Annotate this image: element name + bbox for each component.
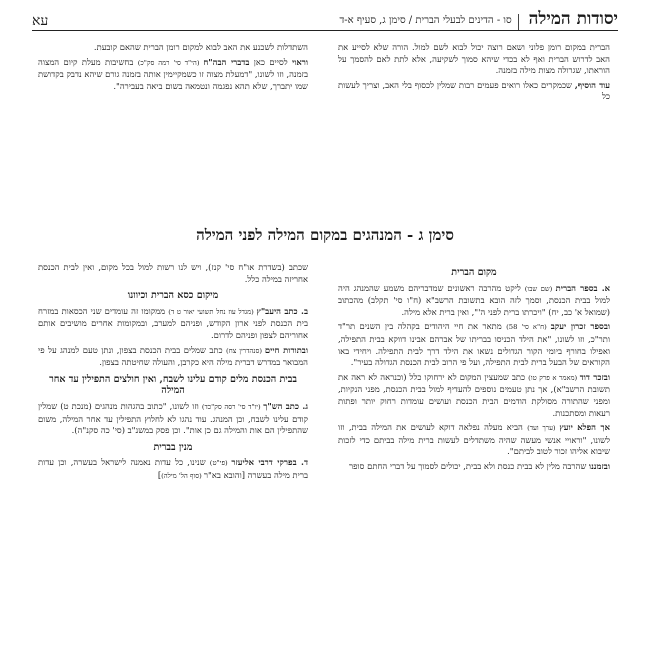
paragraph: ב. כתב היעב"ץ (מגדל עוז נחל תשועי יאור ט ד) ממקומו זה עומדים שני הכסאות במזרח בית הכנסת לפני ארון הקודש, ופניהם למערב, ובמקומות אחרים מושיבים אותם אחוריהם לצפון ופניהם לדרום.: [38, 305, 308, 340]
top-left-column: [38, 42, 308, 95]
chapter-title: סימן ג - המנהגים במקום המילה לפני המילה: [196, 226, 454, 244]
section-heading: מנין בברית: [153, 441, 193, 453]
section-subtitle: סו - הדינים לבעלי הברית / סימן ג, סעיף א-ד: [48, 14, 518, 30]
paragraph: ובזכר דוד (מאמר א פרק טו) כתב שמעצין המקום לא ירחוקו כלל (וכנראה לא ראה את תשובת הרשב"א), אך נתן טעמים נוספים להעדיף למול בבית הכנסת, מפני הנקיות, ומפני שהתורה מסולקת הודמים הבית הכנסת ועושים עומדות רחוק יותר ופתות רעאות ומסתכנות.: [338, 371, 610, 418]
paragraph: ובספר זכרון יעקב (ח"א סי' 58) מתאר את חיי היהודים בקהלה בין השנים תר"ד ותר"כ, וזו לשונו, "את הילד הכניסו בבריתו של אברהם אבינו דווקא בבית התפילה, ואפילו בחורף ביומי הקור הגדולים נשאו את הילד דרך לבית התפילה. ויחידי באו הקוראים של הבעל ברית לבית התפילה, ועל פי הרוב לבית הכנסת הגדולה בעיר".: [338, 321, 610, 368]
paragraph: ובתורות חיים (סנהדרין צח) כתב שמלים בבית הכנסת בצפון, ונתן טעם למנהג על פי המבואר במדרש דברית מילה היא כקרבן, והעולה שחיטתה בצפון.: [38, 344, 308, 368]
paragraph: ג. כתב הש"ך (יו"ד סי' רסה סק"כד) וזו לשונו, "כתוב בהגהות מנהגים (מנכת ט) שמלין קודם עלינו לשבח, וכן המנהג. עוד נהגו לא לחלוץ התפילין עד אחר המילה, משום שהתפילין הם אות והמילה גם כן אות". וכן פסק במשנ"ב (סי' כה סקנ"ה).: [38, 400, 308, 436]
page-number: עא: [32, 13, 49, 29]
book-title: יסודות המילה: [528, 9, 618, 29]
paragraph: וראוי לסיים כאן בדברי הבה"ח (הי"ד סי' רמה סק"כ) בחשיבות מעלת קיום המצוה בזמנה, וזו לשונו, "דמעלת מצוה זו כשמקיימין אותה בזמנה גורם שיהא נדבק בקדושת שמו יתברך, שלא תהא נפגמה ונטמאה בשום ביאה בעבירה".: [38, 56, 308, 91]
section-heading: בבית הכנסת מלים קודם עלינו לשבח, ואין חולצים התפילין עד אחר המילה: [49, 373, 297, 397]
paragraph: עוד הוסיף, שכמקרים כאלו רואים פעמים רבות שמלין לכסוף בלי האב, וצריך לעשות כל: [338, 79, 610, 102]
paragraph: אך הפלא יועץ (ערך ועד) הביא מעלה נפלאה דוקא לעושים את המילה בבית, וזו לשונו, "וראויי אנשי מעשה שהיה משתדלים לעשות ברית מילה בביתם כדי לזכות שיבוא אליהו זכור לטוב לביתם".: [338, 422, 610, 457]
paragraph: הברית במקום רומן פלוני ושאם רוצה יכול לבוא לשם למול. הורה שלא לסייע את האב לדרוש הברית ואף לא בכדי שיהא סמוך לשקיעה, אלא לתת לאם להסמך על הוראתו, שגרולה מצות מילה בזמנה.: [338, 42, 610, 76]
paragraph: שכתב (בשדרת או"ח סי' קנז), ויש לנו רשות למול בכל מקום, ואין לבית הכנסת אחריזה במילה כלל.: [38, 262, 308, 284]
section-heading: מיקום כסא הברית וכיוונו: [127, 290, 219, 302]
bottom-left-column: [38, 262, 308, 486]
paragraph: השתדלות לשכנע את האב לבוא למקום רומן הברית שהאם קובעת.: [93, 42, 308, 52]
section-heading: מקום הברית: [451, 267, 497, 278]
paragraph: ובזמננו שהרבה מלין לא בבית כנסת ולא בבית, יכולים לסמוך על דברי החתם סופר: [349, 460, 610, 471]
paragraph: א. בספר הברית (שם שבו) ליקט מהרבה ראשונים שמדבריהם משמע שהמנהג היה למול בבית הכנסת, וסמך לזה הובא בתשובת הרשב"א (ח"ו סי' תקלב) מהכתוב (שמואל א' כב, יח) "ויכרתו ברית לפני ה'", ואין ברית אלא מילה.: [338, 282, 610, 317]
bottom-right-column: [338, 262, 610, 476]
top-right-column: [338, 42, 610, 106]
paragraph: ד. בפרקי דרבי אליעזר (פי"ט) שנינו, כל עדות נאמנה לישראל בעשרה, וכן עדות ברית מילה בעשרה [והובא בא"ר (סוף הל' מילה)]: [38, 457, 308, 480]
running-header: [32, 6, 618, 31]
